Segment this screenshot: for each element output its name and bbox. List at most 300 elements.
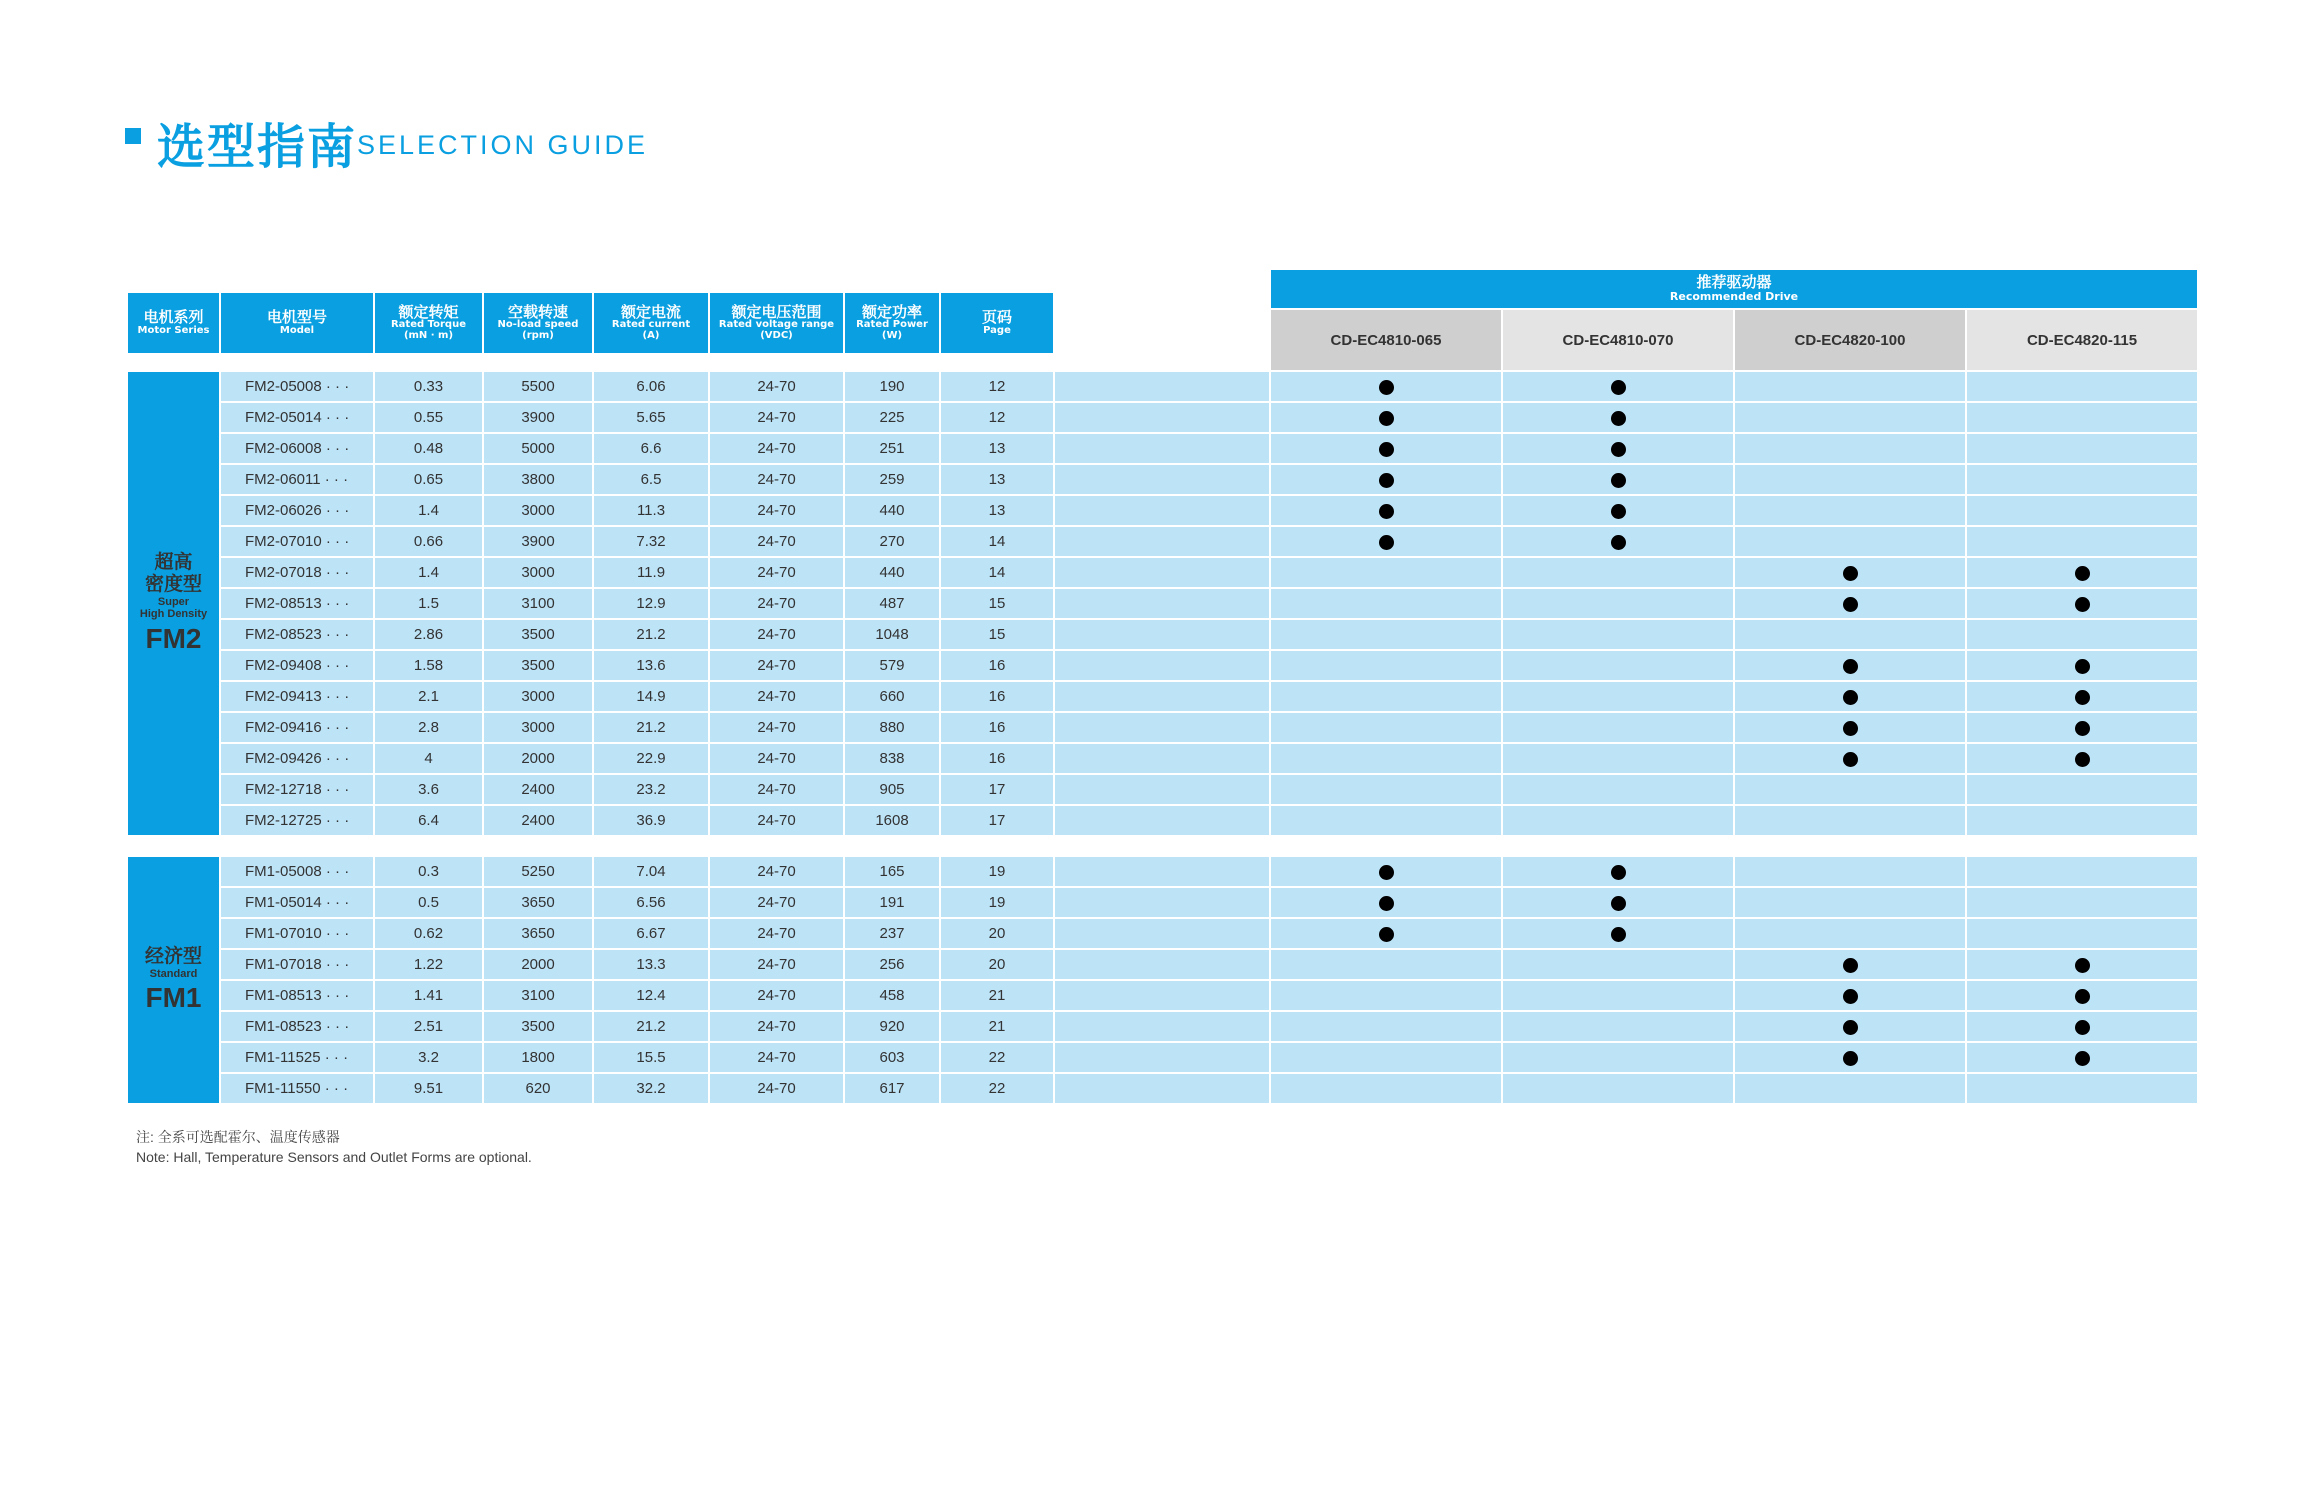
page-cell: 21 [941,1012,1053,1041]
table-row [128,806,2197,835]
page-cell: 14 [941,558,1053,587]
table-row [128,744,2197,773]
filled-dot-icon [1843,989,1858,1004]
spacer-cell [1055,651,1269,680]
drive-match-cell [1271,806,1501,835]
spacer-cell [1055,981,1269,1010]
current-cell: 23.2 [594,775,708,804]
voltage-cell: 24-70 [710,465,843,494]
current-cell: 7.04 [594,857,708,886]
filled-dot-icon [1843,566,1858,581]
footnote-en: Note: Hall, Temperature Sensors and Outlet Forms are optional. [136,1149,532,1165]
series-code: FM1 [145,982,202,1014]
current-cell: 5.65 [594,403,708,432]
spacer-cell [1055,558,1269,587]
power-cell: 1048 [845,620,939,649]
drive-match-cell [1967,713,2197,742]
drive-match-cell [1735,1012,1965,1041]
drive-match-cell [1503,651,1733,680]
spacer-cell [1055,713,1269,742]
drive-match-cell [1967,682,2197,711]
drive-match-cell [1503,857,1733,886]
speed-cell: 3500 [484,1012,592,1041]
filled-dot-icon [1843,752,1858,767]
drive-match-cell [1967,465,2197,494]
torque-cell: 0.65 [375,465,482,494]
voltage-cell: 24-70 [710,775,843,804]
drive-match-cell [1735,651,1965,680]
series-code: FM2 [145,622,202,654]
voltage-cell: 24-70 [710,713,843,742]
voltage-cell: 24-70 [710,651,843,680]
filled-dot-icon [1379,473,1394,488]
speed-cell: 3800 [484,465,592,494]
voltage-cell: 24-70 [710,620,843,649]
page-cell: 15 [941,589,1053,618]
model-cell: FM2-06026 · · · [221,496,373,525]
speed-cell: 3500 [484,651,592,680]
drive-match-cell [1271,620,1501,649]
table-row [128,651,2197,680]
torque-cell: 2.86 [375,620,482,649]
drive-match-cell [1967,620,2197,649]
spacer-cell [1055,744,1269,773]
drive-match-cell [1967,1043,2197,1072]
table-row [128,950,2197,979]
drive-match-cell [1271,857,1501,886]
page-cell: 20 [941,950,1053,979]
current-cell: 13.6 [594,651,708,680]
title-english: SELECTION GUIDE [357,130,649,160]
drive-column-header: CD-EC4820-115 [1967,310,2197,370]
page-cell: 16 [941,682,1053,711]
spacer-cell [1055,434,1269,463]
speed-cell: 2400 [484,806,592,835]
drive-match-cell [1735,950,1965,979]
column-header-cn: 额定电流 [620,302,681,321]
drive-match-cell [1503,919,1733,948]
title-square-icon [125,128,141,144]
torque-cell: 3.6 [375,775,482,804]
filled-dot-icon [2075,1051,2090,1066]
drive-match-cell [1967,651,2197,680]
table-row [128,713,2197,742]
model-cell: FM1-08513 · · · [221,981,373,1010]
drive-match-cell [1503,950,1733,979]
filled-dot-icon [1843,659,1858,674]
series-name-en: Standard [149,967,198,980]
speed-cell: 3100 [484,589,592,618]
page-cell: 12 [941,403,1053,432]
column-header-cn: 额定电压范围 [731,302,822,321]
voltage-cell: 24-70 [710,372,843,401]
filled-dot-icon [1611,927,1626,942]
series-name-cn-2: 密度型 [144,573,202,595]
current-cell: 21.2 [594,713,708,742]
spacer-cell [1055,620,1269,649]
group-gap [128,837,2197,855]
column-header-cn: 页码 [981,307,1012,326]
model-cell: FM2-09416 · · · [221,713,373,742]
current-cell: 13.3 [594,950,708,979]
drive-match-cell [1967,775,2197,804]
table-row [128,888,2197,917]
voltage-cell: 24-70 [710,950,843,979]
drive-match-cell [1271,888,1501,917]
column-header-en: Rated voltage range [718,319,835,331]
column-header-unit: (mN · m) [403,329,454,341]
drive-match-cell [1503,888,1733,917]
drive-match-cell [1503,589,1733,618]
spacer-cell [1055,403,1269,432]
power-cell: 1608 [845,806,939,835]
current-cell: 11.9 [594,558,708,587]
drive-match-cell [1271,465,1501,494]
recommended-drive-title-cn: 推荐驱动器 [1696,273,1772,292]
column-header [941,293,1053,353]
torque-cell: 3.2 [375,1043,482,1072]
drive-match-cell [1735,919,1965,948]
model-cell: FM2-09426 · · · [221,744,373,773]
drive-match-cell [1967,496,2197,525]
model-cell: FM1-11550 · · · [221,1074,373,1103]
torque-cell: 1.5 [375,589,482,618]
torque-cell: 1.58 [375,651,482,680]
power-cell: 660 [845,682,939,711]
filled-dot-icon [2075,690,2090,705]
recommended-drive-title-en: Recommended Drive [1669,290,1799,304]
drive-match-cell [1503,372,1733,401]
torque-cell: 2.1 [375,682,482,711]
speed-cell: 3000 [484,496,592,525]
power-cell: 237 [845,919,939,948]
drive-match-cell [1271,651,1501,680]
drive-match-cell [1503,806,1733,835]
power-cell: 270 [845,527,939,556]
torque-cell: 0.66 [375,527,482,556]
filled-dot-icon [2075,597,2090,612]
drive-match-cell [1503,981,1733,1010]
model-cell: FM2-07010 · · · [221,527,373,556]
power-cell: 603 [845,1043,939,1072]
column-header [594,293,708,353]
column-header-unit: (VDC) [760,329,793,341]
filled-dot-icon [2075,721,2090,736]
filled-dot-icon [1611,473,1626,488]
speed-cell: 3500 [484,620,592,649]
drive-match-cell [1503,682,1733,711]
column-header-unit: (A) [642,329,660,341]
drive-match-cell [1735,434,1965,463]
drive-match-cell [1271,558,1501,587]
speed-cell: 2000 [484,950,592,979]
spacer-cell [1055,950,1269,979]
drive-match-cell [1271,589,1501,618]
filled-dot-icon [1379,896,1394,911]
footnote-cn: 注: 全系可选配霍尔、温度传感器 [136,1129,340,1145]
table-row [128,403,2197,432]
table-row [128,919,2197,948]
power-cell: 165 [845,857,939,886]
model-cell: FM2-12718 · · · [221,775,373,804]
page-cell: 13 [941,434,1053,463]
filled-dot-icon [1611,411,1626,426]
speed-cell: 3000 [484,558,592,587]
column-header-cn: 额定转矩 [398,302,459,321]
current-cell: 11.3 [594,496,708,525]
drive-match-cell [1735,558,1965,587]
column-header-cn: 电机系列 [143,307,204,326]
table-row [128,434,2197,463]
table-row [128,558,2197,587]
speed-cell: 2400 [484,775,592,804]
column-header [375,293,482,353]
drive-match-cell [1967,434,2197,463]
model-cell: FM2-08523 · · · [221,620,373,649]
drive-match-cell [1271,496,1501,525]
speed-cell: 3650 [484,888,592,917]
speed-cell: 3100 [484,981,592,1010]
voltage-cell: 24-70 [710,806,843,835]
drive-match-cell [1967,919,2197,948]
header-spacer [1055,310,1269,370]
current-cell: 22.9 [594,744,708,773]
filled-dot-icon [1611,442,1626,457]
page-cell: 22 [941,1043,1053,1072]
drive-match-cell [1967,403,2197,432]
model-cell: FM2-05014 · · · [221,403,373,432]
voltage-cell: 24-70 [710,403,843,432]
drive-match-cell [1735,1043,1965,1072]
drive-match-cell [1271,1043,1501,1072]
recommended-drive-header [1271,270,2197,308]
power-cell: 190 [845,372,939,401]
drive-match-cell [1271,434,1501,463]
table-row [128,1043,2197,1072]
power-cell: 440 [845,558,939,587]
filled-dot-icon [1611,504,1626,519]
filled-dot-icon [1611,380,1626,395]
current-cell: 21.2 [594,1012,708,1041]
column-header-cn: 空载转速 [507,302,568,321]
model-cell: FM2-08513 · · · [221,589,373,618]
torque-cell: 0.62 [375,919,482,948]
voltage-cell: 24-70 [710,1043,843,1072]
torque-cell: 0.33 [375,372,482,401]
power-cell: 920 [845,1012,939,1041]
table-row [128,527,2197,556]
table-row [128,620,2197,649]
power-cell: 259 [845,465,939,494]
drive-column-header: CD-EC4810-070 [1503,310,1733,370]
drive-match-cell [1271,919,1501,948]
voltage-cell: 24-70 [710,1012,843,1041]
page-cell: 13 [941,496,1053,525]
table-row [128,981,2197,1010]
voltage-cell: 24-70 [710,682,843,711]
drive-match-cell [1735,744,1965,773]
filled-dot-icon [1611,535,1626,550]
drive-match-cell [1503,558,1733,587]
spacer-cell [1055,527,1269,556]
voltage-cell: 24-70 [710,527,843,556]
page-cell: 17 [941,775,1053,804]
speed-cell: 3650 [484,919,592,948]
speed-cell: 3900 [484,527,592,556]
speed-cell: 1800 [484,1043,592,1072]
voltage-cell: 24-70 [710,919,843,948]
model-cell: FM1-05014 · · · [221,888,373,917]
voltage-cell: 24-70 [710,496,843,525]
current-cell: 6.56 [594,888,708,917]
power-cell: 191 [845,888,939,917]
group-gap-cell [128,837,2197,855]
drive-match-cell [1967,558,2197,587]
page-cell: 21 [941,981,1053,1010]
voltage-cell: 24-70 [710,434,843,463]
torque-cell: 9.51 [375,1074,482,1103]
drive-match-cell [1735,527,1965,556]
page-cell: 14 [941,527,1053,556]
model-cell: FM2-09408 · · · [221,651,373,680]
power-cell: 440 [845,496,939,525]
torque-cell: 0.5 [375,888,482,917]
spacer-cell [1055,919,1269,948]
power-cell: 579 [845,651,939,680]
drive-match-cell [1271,775,1501,804]
page-cell: 19 [941,857,1053,886]
filled-dot-icon [2075,1020,2090,1035]
filled-dot-icon [2075,566,2090,581]
torque-cell: 1.4 [375,558,482,587]
header-row-columns [128,310,2197,370]
torque-cell: 2.8 [375,713,482,742]
spacer-cell [1055,1074,1269,1103]
series-name-en-2: High Density [139,608,208,621]
column-header [484,293,592,353]
spacer-cell [1055,1012,1269,1041]
voltage-cell: 24-70 [710,888,843,917]
table-row [128,1074,2197,1103]
column-header-cn: 电机型号 [266,307,327,326]
filled-dot-icon [1379,927,1394,942]
drive-match-cell [1967,744,2197,773]
drive-match-cell [1735,372,1965,401]
drive-match-cell [1967,981,2197,1010]
drive-match-cell [1735,620,1965,649]
filled-dot-icon [2075,958,2090,973]
drive-match-cell [1503,1012,1733,1041]
spacer-cell [1055,857,1269,886]
current-cell: 7.32 [594,527,708,556]
table-row [128,372,2197,401]
model-cell: FM2-09413 · · · [221,682,373,711]
model-cell: FM2-07018 · · · [221,558,373,587]
speed-cell: 3000 [484,682,592,711]
drive-match-cell [1735,775,1965,804]
current-cell: 15.5 [594,1043,708,1072]
drive-match-cell [1967,1012,2197,1041]
voltage-cell: 24-70 [710,857,843,886]
power-cell: 905 [845,775,939,804]
current-cell: 36.9 [594,806,708,835]
table-row [128,775,2197,804]
column-header [221,293,373,353]
voltage-cell: 24-70 [710,744,843,773]
torque-cell: 1.22 [375,950,482,979]
model-cell: FM2-06008 · · · [221,434,373,463]
speed-cell: 3000 [484,713,592,742]
drive-column-header: CD-EC4810-065 [1271,310,1501,370]
page-cell: 12 [941,372,1053,401]
drive-match-cell [1503,465,1733,494]
current-cell: 6.6 [594,434,708,463]
torque-cell: 1.41 [375,981,482,1010]
drive-match-cell [1735,682,1965,711]
page-cell: 16 [941,744,1053,773]
spacer-cell [1055,806,1269,835]
table-row [128,465,2197,494]
spacer-cell [1055,496,1269,525]
speed-cell: 3900 [484,403,592,432]
power-cell: 251 [845,434,939,463]
drive-match-cell [1503,527,1733,556]
table-row [128,589,2197,618]
torque-cell: 1.4 [375,496,482,525]
drive-match-cell [1735,888,1965,917]
power-cell: 617 [845,1074,939,1103]
model-cell: FM2-05008 · · · [221,372,373,401]
filled-dot-icon [1843,958,1858,973]
drive-match-cell [1503,775,1733,804]
current-cell: 12.4 [594,981,708,1010]
selection-table [126,268,2199,1105]
drive-match-cell [1967,1074,2197,1103]
power-cell: 880 [845,713,939,742]
series-name-cn: 经济型 [144,945,202,967]
drive-match-cell [1271,682,1501,711]
filled-dot-icon [1379,442,1394,457]
spacer-cell [1055,1043,1269,1072]
spacer-cell [1055,372,1269,401]
motor-series-cell [128,857,219,1103]
filled-dot-icon [1379,380,1394,395]
drive-match-cell [1271,1074,1501,1103]
drive-match-cell [1271,372,1501,401]
torque-cell: 0.48 [375,434,482,463]
column-header-unit: (W) [881,329,903,341]
filled-dot-icon [1843,1051,1858,1066]
power-cell: 225 [845,403,939,432]
drive-match-cell [1271,981,1501,1010]
spacer-cell [1055,888,1269,917]
drive-match-cell [1735,403,1965,432]
drive-match-cell [1735,465,1965,494]
power-cell: 838 [845,744,939,773]
drive-match-cell [1735,1074,1965,1103]
torque-cell: 0.55 [375,403,482,432]
model-cell: FM2-06011 · · · [221,465,373,494]
series-name-en: Super [157,595,190,608]
filled-dot-icon [2075,752,2090,767]
drive-match-cell [1735,806,1965,835]
column-header-unit: (rpm) [522,329,554,341]
drive-match-cell [1967,857,2197,886]
speed-cell: 2000 [484,744,592,773]
torque-cell: 2.51 [375,1012,482,1041]
model-cell: FM1-08523 · · · [221,1012,373,1041]
current-cell: 6.5 [594,465,708,494]
